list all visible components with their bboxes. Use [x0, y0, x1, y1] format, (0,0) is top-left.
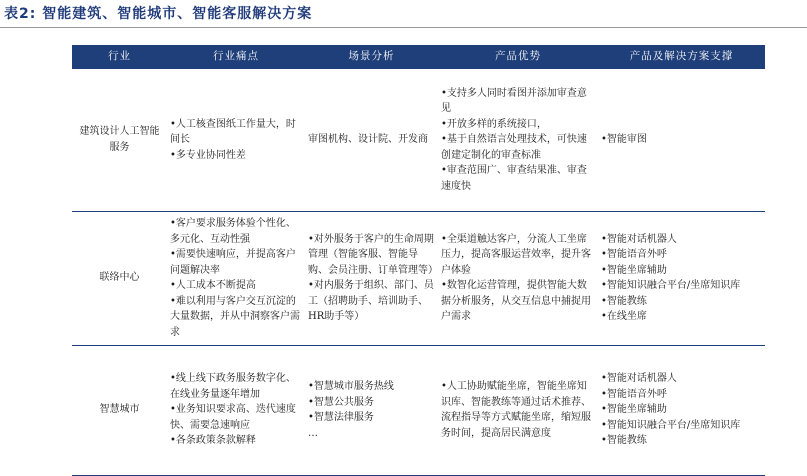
- list-item: •对内服务于组织、部门、员工（招聘助手、培训助手、HR助手等）: [308, 280, 434, 322]
- list-item: •线上线下政务服务数字化、在线业务量逐年增加: [170, 373, 296, 400]
- list-item: •人工协助赋能坐席，智能坐席知识库、智能教练等通过话术推荐、流程指导等方式赋能坐席，缩短服务时间，提高居民满意度: [441, 381, 591, 439]
- list-item: •智慧公共服务: [308, 396, 374, 408]
- list-item: •业务知识要求高、迭代速度快、需要急速响应: [170, 404, 296, 431]
- industry-cell: 智慧城市: [72, 345, 167, 475]
- list-item: •在线坐席: [601, 311, 647, 322]
- header-advantages: 产品优势: [438, 45, 598, 69]
- title-divider: [0, 27, 807, 28]
- header-scenario: 场景分析: [305, 45, 438, 69]
- table-row: [72, 211, 765, 345]
- header-industry: 行业: [72, 45, 167, 69]
- list-item: …: [308, 427, 318, 439]
- list-item: •客户要求服务体验个性化、多元化、互动性强: [170, 218, 296, 245]
- industry-cell: 联络中心: [72, 211, 167, 345]
- list-item: •智能知识融合平台/坐席知识库: [601, 280, 741, 291]
- list-item: •智慧城市服务热线: [308, 381, 394, 392]
- table-row: [72, 345, 765, 475]
- solution-cell: [598, 211, 765, 345]
- list-item: •智能对话机器人: [601, 233, 677, 245]
- list-item: •智能坐席辅助: [601, 404, 667, 416]
- list-item: •对外服务于客户的生命周期管理（智能客服、智能导购、会员注册、订单管理等）: [308, 233, 438, 276]
- header-pain-points: 行业痛点: [167, 45, 305, 69]
- list-item: •基于自然语言处理技术，可快速创建定制化的审查标准: [441, 134, 587, 161]
- pain-cell: [167, 211, 305, 345]
- scene-cell: [305, 69, 438, 211]
- industry-cell: 建筑设计人工智能服务: [72, 69, 167, 211]
- list-item: •智能对话机器人: [601, 373, 677, 385]
- list-item: •多专业协同性差: [170, 149, 246, 161]
- scene-cell: [305, 345, 438, 475]
- list-item: •智能教练: [601, 295, 647, 307]
- table-row: [72, 69, 765, 211]
- advantage-cell: [438, 211, 598, 345]
- pain-cell: [167, 69, 305, 211]
- table-header-row: [72, 45, 765, 69]
- solution-cell: [598, 69, 765, 211]
- header-solutions: 产品及解决方案支撑: [598, 45, 765, 69]
- table-title: 表2: 智能建筑、智能城市、智能客服解决方案: [4, 6, 313, 22]
- list-item: •智能语音外呼: [601, 249, 667, 260]
- list-item: •智能审图: [601, 134, 647, 145]
- solutions-table: [72, 45, 765, 476]
- list-item: •支持多人同时看图并添加审查意见: [441, 87, 587, 114]
- solution-cell: [598, 345, 765, 475]
- list-item: •智能语音外呼: [601, 388, 667, 400]
- list-item: •全渠道触达客户，分流人工坐席压力，提高客服运营效率，提升客户体验: [441, 233, 591, 276]
- list-item: •智能知识融合平台/坐席知识库: [601, 419, 741, 431]
- list-item: •需要快速响应，并提高客户问题解决率: [170, 249, 296, 276]
- list-item: •智慧法律服务: [308, 412, 374, 423]
- list-item: •智能教练: [601, 435, 647, 447]
- advantage-cell: [438, 345, 598, 475]
- advantage-cell: [438, 69, 598, 211]
- list-item: 审图机构、设计院、开发商: [308, 134, 428, 145]
- list-item: •人工核查图纸工作量大，时间长: [170, 118, 296, 145]
- list-item: •难以利用与客户交互沉淀的大量数据，并从中洞察客户需求: [170, 295, 300, 338]
- list-item: •审查范围广、审查结果准、审查速度快: [441, 165, 587, 192]
- list-item: •开放多样的系统接口，: [441, 118, 547, 130]
- scene-cell: [305, 211, 438, 345]
- list-item: •数智化运营管理，提供智能大数据分析服务，从交互信息中捕捉用户需求: [441, 280, 591, 322]
- list-item: •智能坐席辅助: [601, 264, 667, 276]
- pain-cell: [167, 345, 305, 475]
- list-item: •各条政策条款解释: [170, 435, 256, 447]
- list-item: •人工成本不断提高: [170, 280, 256, 291]
